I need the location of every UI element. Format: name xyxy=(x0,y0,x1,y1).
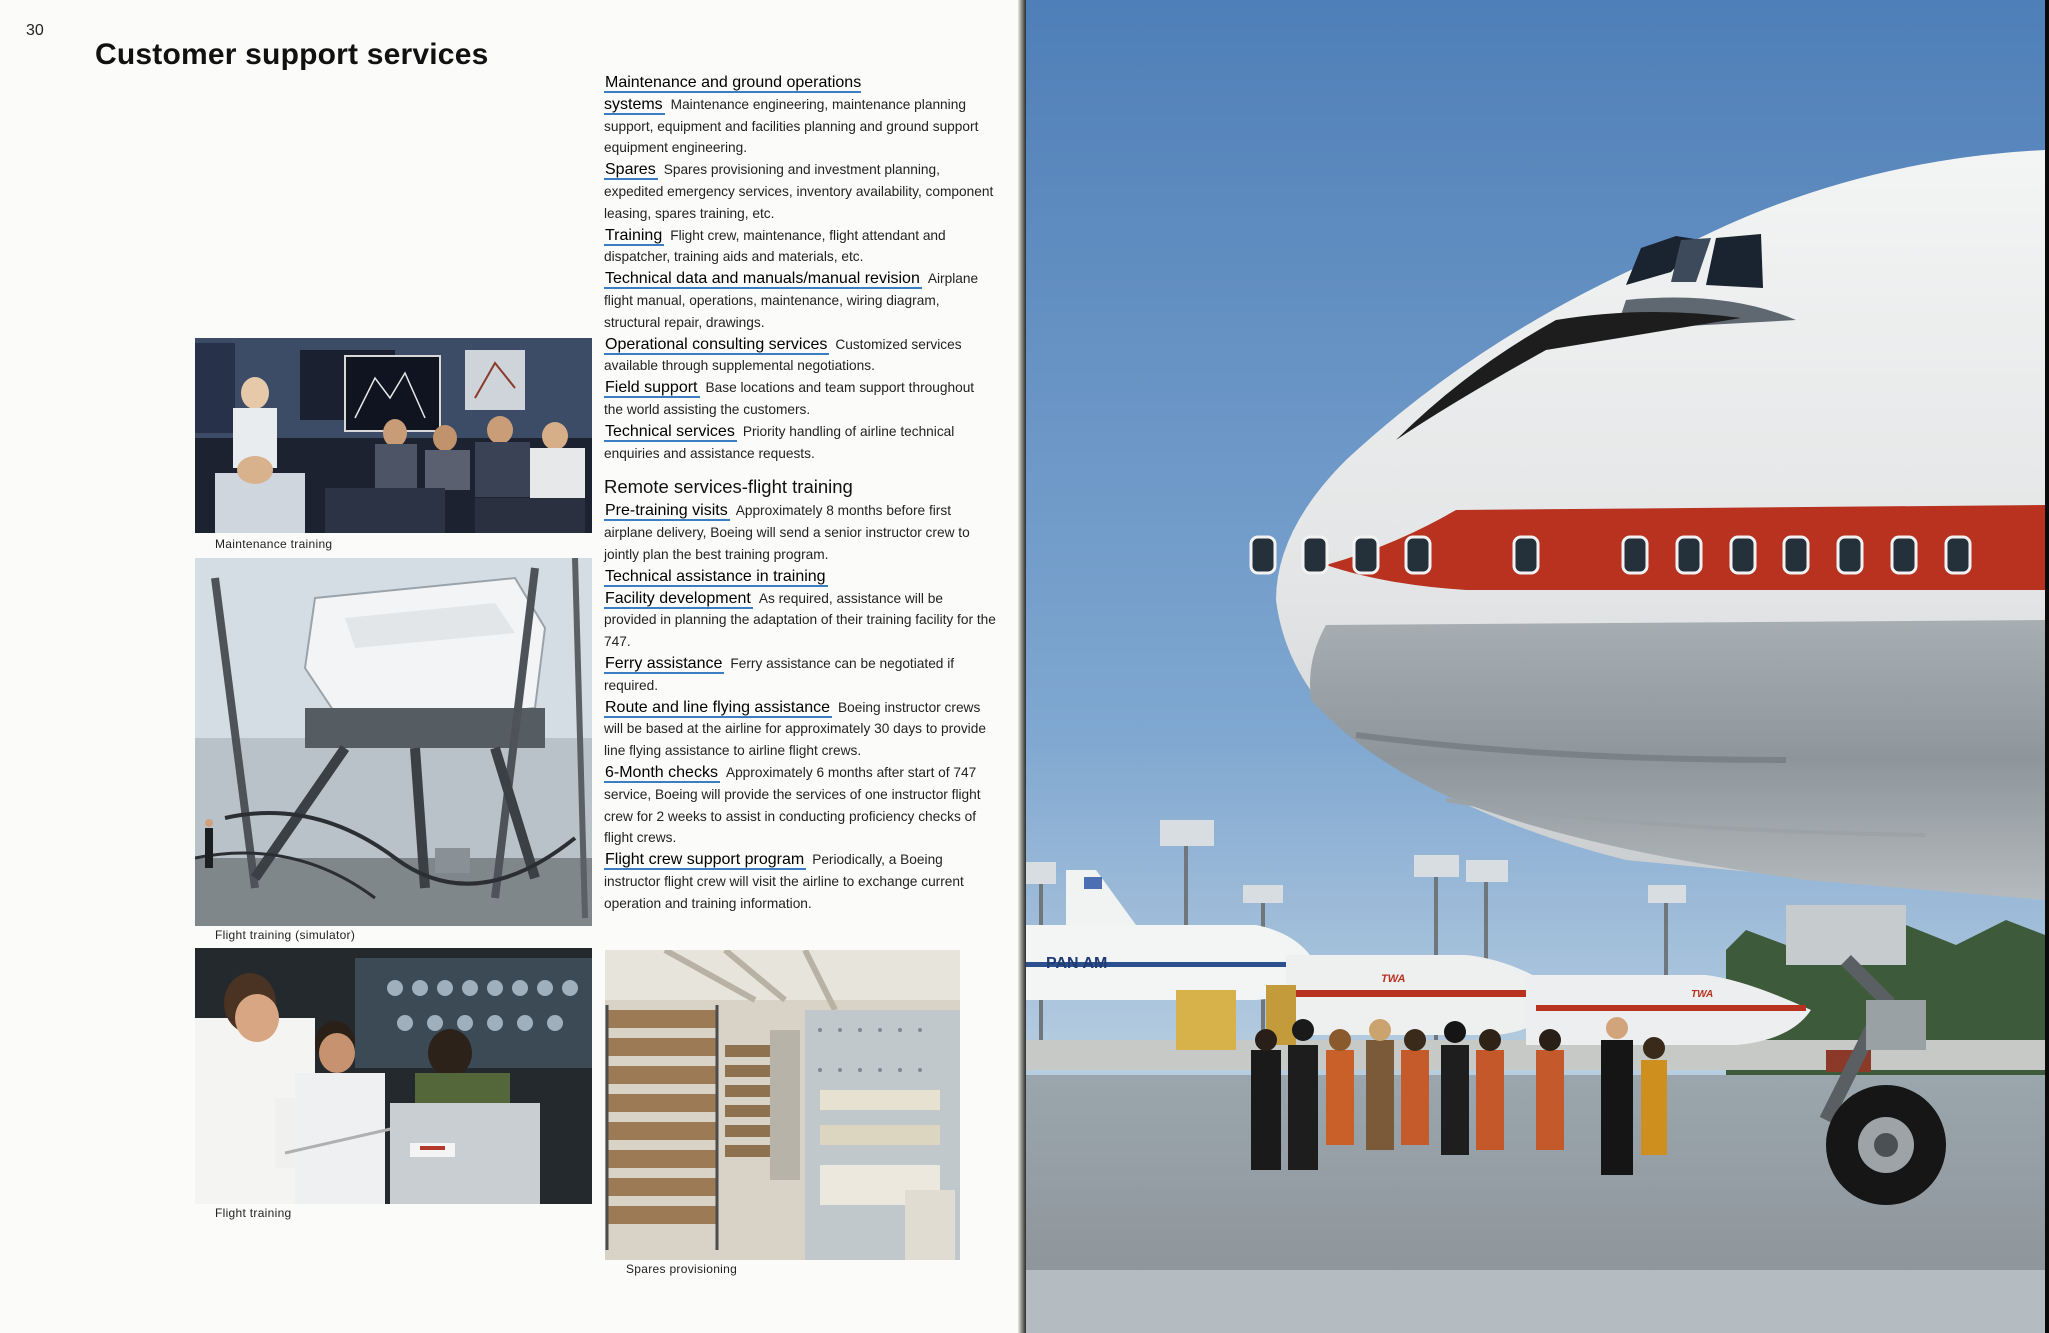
caption-flight-training-simulator: Flight training (simulator) xyxy=(215,928,356,942)
pan-am-livery-text: PAN AM xyxy=(1046,955,1108,972)
service-heading: Training xyxy=(605,226,663,244)
spares-provisioning-photo xyxy=(605,950,960,1260)
book-gutter xyxy=(1018,0,1026,1333)
service-heading: Pre-training visits xyxy=(605,502,728,520)
service-item xyxy=(604,653,996,697)
service-heading: Maintenance and ground operations systems xyxy=(604,74,862,113)
maintenance-training-photo xyxy=(195,338,592,533)
service-heading: Route and line flying assistance xyxy=(605,698,831,716)
service-description: Ferry assistance can be negotiated if required. xyxy=(604,655,955,693)
caption-maintenance-training: Maintenance training xyxy=(215,537,333,551)
service-heading: Technical assistance in training xyxy=(605,567,826,585)
service-description: Base locations and team support throughout the world assisting the customers. xyxy=(604,380,975,417)
simulator-photo xyxy=(195,558,592,926)
service-description: Approximately 8 months before first airplane delivery, Boeing will send a senior instructor crew to jointly plan the best training program. xyxy=(604,503,970,562)
service-description: Periodically, a Boeing instructor flight crew will visit the airline to exchange current operation and training information. xyxy=(604,852,964,911)
service-description: As required, assistance will be provided in planning the adaptation of their training facility for the 747. xyxy=(604,590,996,650)
service-item xyxy=(604,159,996,224)
service-item xyxy=(604,225,996,269)
left-page xyxy=(0,0,1022,1333)
service-description: Maintenance engineering, maintenance planning support, equipment and facilities planning and ground support equipment engineering. xyxy=(604,96,979,156)
boeing-747-photo xyxy=(1026,0,2045,1333)
service-heading: Ferry assistance xyxy=(605,654,723,672)
page-title: Customer support services xyxy=(95,38,489,71)
page-edge xyxy=(2045,0,2049,1333)
flight-training-list xyxy=(604,500,996,914)
service-item xyxy=(604,697,996,762)
service-description: Flight crew, maintenance, flight attendant and dispatcher, training aids and materials, etc. xyxy=(604,227,946,265)
service-item xyxy=(604,762,996,849)
caption-flight-training: Flight training xyxy=(215,1206,292,1220)
service-item xyxy=(604,72,996,159)
service-item xyxy=(604,377,996,421)
service-item xyxy=(604,421,996,465)
service-description: Approximately 6 months after start of 747 service, Boeing will provide the services of one instructor flight crew for 2 weeks to assist in conducting proficiency checks of flight crews. xyxy=(604,764,981,846)
service-description: Customized services available through supplemental negotiations. xyxy=(604,336,962,374)
service-heading: Operational consulting services xyxy=(605,335,828,353)
cockpit-training-photo xyxy=(195,948,592,1204)
service-heading: Technical data and manuals/manual revision xyxy=(605,270,920,288)
service-item xyxy=(604,566,996,588)
service-heading: Facility development xyxy=(605,589,751,607)
service-heading: 6-Month checks xyxy=(605,763,718,781)
twa-livery-text-1: TWA xyxy=(1381,973,1406,985)
service-item xyxy=(604,849,996,914)
service-item xyxy=(604,268,996,333)
services-list xyxy=(604,72,996,464)
twa-livery-text-2: TWA xyxy=(1691,989,1714,1000)
service-description: Boeing instructor crews will be based at the airline for approximately 30 days to provide line flying assistance to airline flight crews. xyxy=(604,699,986,759)
page-number: 30 xyxy=(26,22,44,39)
services-text-column xyxy=(604,72,996,914)
service-heading: Technical services xyxy=(605,422,735,440)
service-heading: Flight crew support program xyxy=(605,851,805,869)
service-heading: Field support xyxy=(605,379,698,397)
service-description: Spares provisioning and investment planning, expedited emergency services, inventory availability, component leasing, spares training, etc. xyxy=(604,162,994,221)
service-item xyxy=(604,334,996,378)
service-item xyxy=(604,500,996,565)
subsection-title: Remote services-flight training xyxy=(604,476,853,498)
caption-spares-provisioning: Spares provisioning xyxy=(626,1262,738,1276)
service-description: Airplane flight manual, operations, maintenance, wiring diagram, structural repair, drawings. xyxy=(604,271,979,330)
service-item xyxy=(604,588,996,653)
service-heading: Spares xyxy=(605,161,656,179)
service-description: Priority handling of airline technical enquiries and assistance requests. xyxy=(604,423,955,461)
